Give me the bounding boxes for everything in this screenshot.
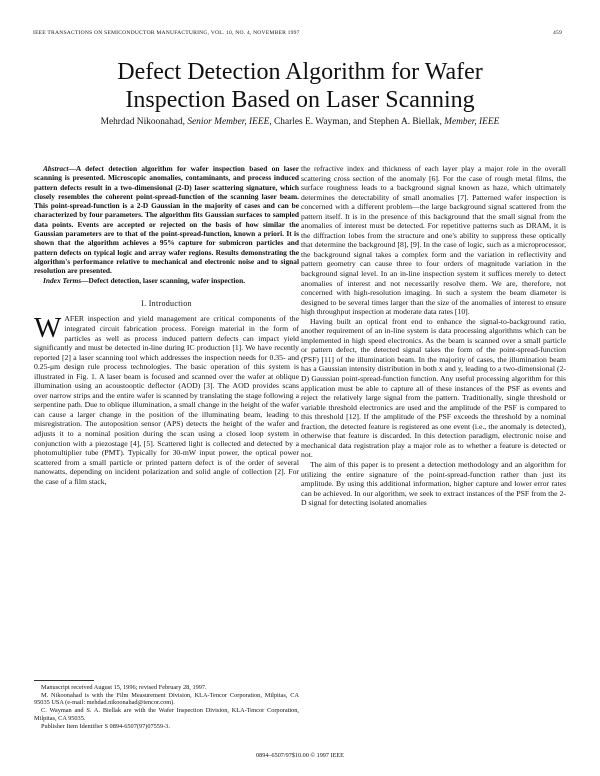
footnote-publisher-id: Publisher Item Identifier S 0894-6507(97)07559-3. xyxy=(41,722,170,730)
abstract-lead: Abstract— xyxy=(43,164,76,173)
right-paragraph-2: Having built an optical front end to enhance the signal-to-background ratio, another requirement of an in-line system is data processing algorithms which can be implemented in high speed electronics. As the beam is scanned over a small particle or pattern defect, the detected signal takes the form of the point-spread-function (PSF) [11] of the illumination beam. In the majority of cases, the illumination beam has a Gaussian intensity distribution in both x and y, leading to a two-dimensional (2-D) Gaussian point-spread-function function. Any useful processing algorithm for this application must be able to capture all of these instances of the PSF as events and reject the relatively large signal from the pattern. Traditionally, single threshold or variable threshold electronics are used and the amplitude of the PSF is compared to this threshold [12]. If the amplitude of the PSF exceeds the threshold by a nominal fraction, the detected feature is registered as one event (i.e., the anomaly is detected), otherwise that feature is discarded. In this detection paradigm, electronic noise and mechanical data registration play a major role as to whether a feature is detected or not. xyxy=(301,316,566,460)
journal-header: IEEE TRANSACTIONS ON SEMICONDUCTOR MANUFACTURING, VOL. 10, NO. 4, NOVEMBER 1997 xyxy=(33,30,300,36)
author-1-role: Senior Member, IEEE, xyxy=(187,117,272,127)
footnote-manuscript: Manuscript received August 15, 1996; revised February 28, 1997. xyxy=(41,684,207,691)
author-list xyxy=(0,117,600,127)
running-head xyxy=(33,30,562,36)
right-paragraph-1: the refractive index and thickness of each layer play a major role in the overall scattering cross section of the anomaly [6]. For the case of rough metal films, the surface roughness leads to a background signal known as haze, which ultimately determines the detectability of small anomalies [7]. Patterned wafer inspection is concerned with a different problem—the large background signal scattered from the pattern itself. It is in the presence of this background that the small signal from the anomalies of interest must be detected. For repetitive patterns such as DRAM, it is the diffraction lobes from the structure and one's ability to suppress these optically that determine the background [8], [9]. In the case of logic, such as a microprocessor, the background signal takes a complex form and the variation in reflectivity and pattern geometry can cause three to four orders of magnitude variation in the background signal level. In an in-line inspection system it suffices merely to detect anomalies of interest and not necessarily resolve them. We are, therefore, not concerned with high-resolution imaging. In such a system the beam diameter is designed to be several times larger than the size of the anomalies of interest to ensure high throughput inspection at moderate data rates [10]. xyxy=(301,164,566,317)
right-paragraph-3: The aim of this paper is to present a detection methodology and an algorithm for utilizing the entire signature of the point-spread-function rather than just its amplitude. By using this additional information, higher capture and lower error rates can be achieved. In our algorithm, we seek to extract instances of the PSF from the 2-D signal for detecting isolated anomalies xyxy=(301,459,566,508)
author-1: Mehrdad Nikoonahad, xyxy=(100,117,185,127)
author-2-3: Charles E. Wayman, and Stephen A. Biellak, xyxy=(274,117,442,127)
intro-paragraph-1-text: AFER inspection and yield management are critical components of the integrated circuit fabrication process. Foreign material in the form of particles as well as process induced pattern defects can impact yield significantly and must be detected in-line during IC production [1]. We have recently reported [2] a laser scanning tool which addresses the inspection needs for 0.35- and 0.25-μm design rule process technologies. The basic operation of this system is illustrated in Fig. 1. A laser beam is focused and scanned over the wafer at oblique illumination using an acoustooptic deflector (AOD) [3]. The AOD provides scans over narrow strips and the entire wafer is scanned by translating the stage following a serpentine path. Due to oblique illumination, a small change in the height of the wafer can cause a larger change in the position of the illuminating beam, leading to misregistration. The autoposition sensor (APS) detects the height of the wafer and adjusts it to a nominal position during the scan using a closed loop system in conjunction with a piezostage [4], [5]. Scattered light is collected and detected by a photomultiplier tube (PMT). Typically for 30-mW input power, the optical power scattered from a small particle or printed pattern defect is of the order of several nanowatts, depending on incident polarization and solid angle of collection [2]. For the case of a film stack, xyxy=(34,314,299,486)
copyright-footer: 0894–6507/97$10.00 © 1997 IEEE xyxy=(256,752,344,759)
footnote-divider xyxy=(34,680,94,681)
left-column xyxy=(34,164,299,486)
drop-cap: W xyxy=(34,312,62,345)
paper-title xyxy=(0,58,600,114)
author-2-3-role: Member, IEEE xyxy=(444,117,500,127)
footnotes xyxy=(34,684,299,730)
right-column xyxy=(301,164,566,508)
index-terms-lead: Index Terms— xyxy=(43,275,89,285)
title-line-1: Defect Detection Algorithm for Wafer xyxy=(117,59,483,85)
abstract xyxy=(34,164,299,276)
intro-paragraph-1 xyxy=(34,314,299,486)
index-terms-text: Defect detection, laser scanning, wafer inspection. xyxy=(88,275,246,285)
section-heading-introduction: I. Introduction xyxy=(141,298,192,308)
title-line-2: Inspection Based on Laser Scanning xyxy=(125,87,475,113)
footnote-authors-2-3: C. Wayman and S. A. Biellak are with the Wafer Inspection Division, KLA-Tencor Corporation, Milpitas, CA 95035. xyxy=(34,707,299,722)
index-terms xyxy=(34,276,299,285)
abstract-text: A defect detection algorithm for wafer inspection based on laser scanning is presented. Microscopic anomalies, contaminants, and process induced pattern defects result in a two-dimensional (2-D) laser scattering signature, which closely resembles the coherent point-spread-function of the scanning laser beam. This point-spread-function is a 2-D Gaussian in the majority of cases and can be characterized by four parameters. The algorithm fits Gaussian surfaces to sampled data points. Events are accepted or rejected on the basis of how similar the Gaussian parameters are to that of the point-spread-function, known a priori. It is shown that the algorithm achieves a 95% capture for submicron particles and pattern defects on typical logic and array wafer regions. Results demonstrating the algorithm's performance relative to mechanical and electronic noise and to signal resolution are presented. xyxy=(34,164,299,276)
page-number: 459 xyxy=(553,30,562,36)
footnote-author-1: M. Nikoonahad is with the Film Measurement Division, KLA-Tencor Corporation, Milpitas, CA 95035 USA (e-mail: mehdad.nikoonahad@tencor.com). xyxy=(34,691,299,707)
